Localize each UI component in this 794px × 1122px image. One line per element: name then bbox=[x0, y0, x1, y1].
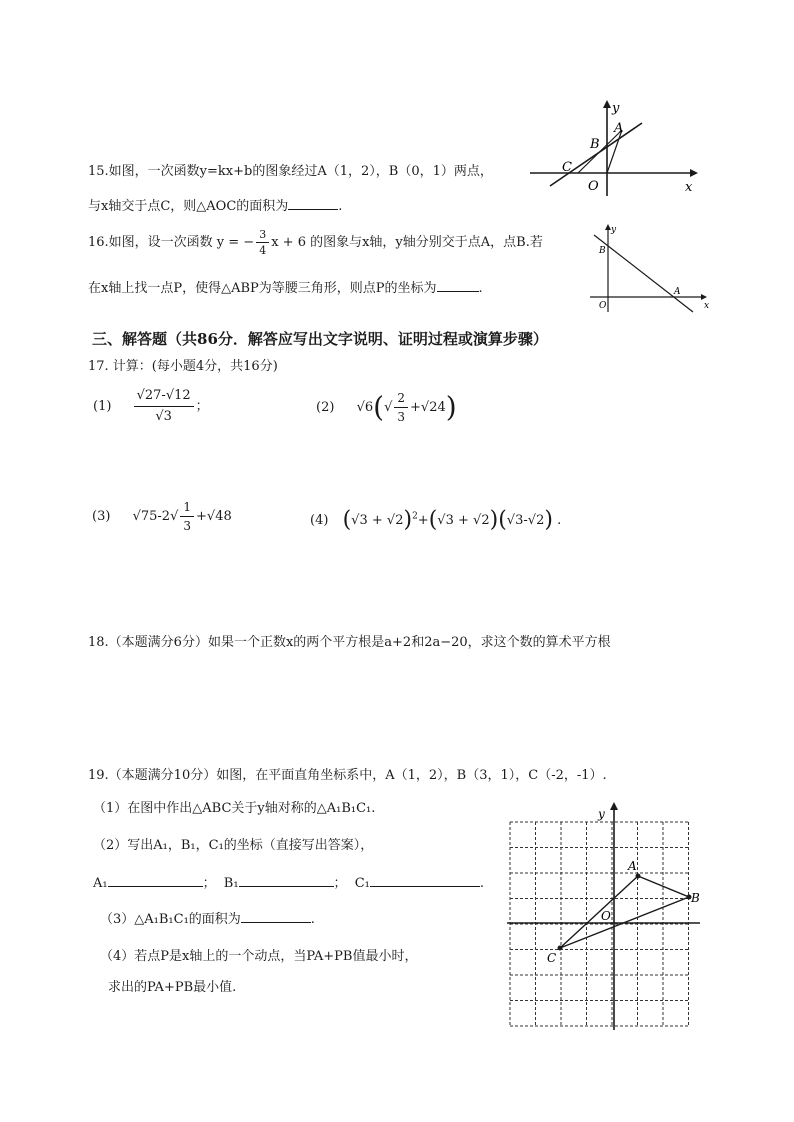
q17-part1 bbox=[93, 385, 209, 429]
q17-p1-numerator: √27-√12 bbox=[134, 387, 194, 407]
q15-figure bbox=[530, 98, 700, 198]
q19-line1: 19.（本题满分10分）如图，在平面直角坐标系中，A（1，2），B（3，1），C（-2，-1）. bbox=[88, 768, 607, 783]
q16-x-arrow bbox=[701, 294, 707, 300]
q17-p4-plus: + bbox=[417, 513, 429, 529]
q16-frac-den: 4 bbox=[259, 244, 267, 257]
q17-p4-rp1: ) bbox=[403, 507, 413, 533]
q17-p1-fraction bbox=[134, 387, 194, 426]
q15-line1: 15.如图，一次函数y=kx+b的图象经过A（1，2），B（0，1）两点， bbox=[88, 164, 493, 179]
q15-line-graph bbox=[550, 123, 642, 186]
q19-label-a: A bbox=[628, 859, 637, 873]
q17-p1-minus: - bbox=[161, 388, 166, 403]
q17-p4-rad-c: 3 bbox=[445, 513, 454, 529]
q17-p2-label: (2) bbox=[316, 399, 335, 415]
q17-p2-lparen: ( bbox=[373, 390, 385, 423]
q16-text-pre: 16.如图，设一次函数 y = − bbox=[88, 235, 255, 250]
q17-p3-mid: -2 bbox=[157, 509, 171, 524]
q15-label-c: C bbox=[562, 160, 572, 175]
q16-label-o: O bbox=[599, 301, 607, 311]
q15-line2-text: 与x轴交于点C，则△AOC的面积为 bbox=[88, 199, 289, 214]
q17-p4-label: (4) bbox=[310, 513, 329, 529]
q19-label-o: O bbox=[601, 909, 611, 923]
q17-p2-rad-b: 24 bbox=[429, 399, 446, 415]
q16-label-y: y bbox=[611, 225, 617, 235]
q15-segment-ca bbox=[578, 130, 622, 173]
q17-p4-minus: - bbox=[523, 513, 528, 529]
q16-label-x: x bbox=[704, 301, 710, 311]
q17-p3-plus: + bbox=[196, 509, 207, 524]
q19-triangle-abc bbox=[560, 876, 689, 948]
q17-p4-end: . bbox=[557, 513, 562, 529]
q17-p2-frac-num: 2 bbox=[394, 390, 408, 408]
q15-label-b: B bbox=[590, 137, 600, 152]
q19-label-y: y bbox=[598, 807, 605, 821]
q19-b1-blank[interactable] bbox=[239, 886, 334, 887]
q19-a1-label: A₁ bbox=[93, 876, 108, 891]
q19-point-a bbox=[636, 874, 641, 879]
q16-line2-end: . bbox=[478, 281, 483, 296]
q16-text-post: x + 6 的图象与x轴，y轴分别交于点A，点B.若 bbox=[271, 235, 543, 250]
q17-p4-expr: $(√3 + √2)^2+(√3 + √2)(√3-√2)$ . bbox=[342, 507, 562, 533]
q17-p4-rp2: ) bbox=[489, 507, 499, 533]
q15-label-x: x bbox=[685, 180, 693, 195]
q15-segment-ao bbox=[607, 130, 622, 173]
q17-part2 bbox=[316, 385, 457, 429]
q19-label-c: C bbox=[547, 951, 557, 965]
q15-label-o: O bbox=[588, 179, 599, 194]
q18-text: 18.（本题满分6分）如果一个正数x的两个平方根是a+2和2a−20，求这个数的算术平方根 bbox=[88, 635, 611, 650]
q15-answer-blank[interactable] bbox=[288, 209, 338, 210]
q17-p1-denominator: √3 bbox=[155, 409, 172, 424]
q16-figure bbox=[588, 220, 713, 315]
q19-c1-label: C₁ bbox=[354, 876, 370, 891]
q19-a1-blank[interactable] bbox=[108, 886, 203, 887]
q19-sub3 bbox=[100, 908, 315, 927]
q17-p3-rad-b: 48 bbox=[215, 509, 232, 524]
q17-p4-square: 2 bbox=[412, 512, 418, 522]
q19-sub3-text: （3）△A₁B₁C₁的面积为 bbox=[100, 912, 241, 927]
q19-sep2: ； bbox=[333, 876, 347, 891]
q17-p4-rp3: ) bbox=[544, 507, 553, 533]
q19-label-b: B bbox=[691, 891, 700, 905]
q17-p1-end: ； bbox=[195, 399, 209, 414]
q19-sub2: （2）写出A₁，B₁，C₁的坐标（直接写出答案）， bbox=[93, 838, 374, 853]
q17-p2-plus: + bbox=[410, 399, 421, 415]
section3-title: 三、解答题（共86分．解答应写出文字说明、证明过程或演算步骤） bbox=[92, 330, 548, 348]
q15-y-arrow bbox=[603, 100, 611, 108]
q16-frac-num: 3 bbox=[256, 228, 269, 243]
q17-p1-rad-den: 3 bbox=[163, 409, 172, 424]
q17-p2-frac-den: 3 bbox=[397, 409, 406, 424]
q17-p3-fraction bbox=[180, 499, 194, 534]
q17-p4-rad-e: 3 bbox=[515, 513, 524, 529]
q17-p3-label: (3) bbox=[92, 509, 111, 524]
q19-area-blank[interactable] bbox=[241, 922, 311, 923]
q19-sub1: （1）在图中作出△ABC关于y轴对称的△A₁B₁C₁. bbox=[93, 801, 376, 816]
q17-p4-rad-b: 2 bbox=[395, 513, 404, 529]
q16-fraction bbox=[256, 228, 269, 257]
q19-point-c bbox=[558, 946, 563, 951]
q17-part4 bbox=[310, 497, 561, 537]
q15-label-y: y bbox=[612, 101, 620, 116]
q19-b1-label: B₁ bbox=[223, 876, 239, 891]
q19-c1-blank[interactable] bbox=[370, 886, 480, 887]
q17-p4-lp1: ( bbox=[342, 507, 352, 533]
q19-answer-row bbox=[93, 872, 484, 891]
q17-p3-rad-a: 75 bbox=[140, 509, 158, 524]
q16-line2-text: 在x轴上找一点P，使得△ABP为等腰三角形，则点P的坐标为 bbox=[88, 281, 437, 296]
q17-p1-label: (1) bbox=[93, 399, 112, 414]
q15-line2 bbox=[88, 195, 342, 214]
q19-sep1: ； bbox=[202, 876, 216, 891]
q17-p4-lp2: ( bbox=[428, 507, 438, 533]
q19-end: . bbox=[479, 876, 484, 891]
q17-p2-fraction bbox=[394, 390, 408, 425]
q19-sub3-end: . bbox=[310, 912, 315, 927]
q17-p2-rparen: ) bbox=[445, 390, 457, 423]
q17-p4-rad-a: 3 bbox=[359, 513, 368, 529]
q19-y-arrow bbox=[610, 802, 618, 810]
q17-p2-rad-a: 6 bbox=[364, 399, 374, 415]
q17-p4-rad-d: 2 bbox=[481, 513, 490, 529]
q17-p3-expr: √75-2√ $\frac{1}{3}$ +√48 bbox=[132, 500, 232, 533]
q17-part3 bbox=[92, 497, 232, 537]
q17-p1-rad-b: 12 bbox=[174, 388, 191, 403]
q17-p2-expr: √6(√ $\frac{2}{3}$ +√24) bbox=[356, 390, 457, 424]
q16-label-b: B bbox=[599, 246, 606, 256]
q17-p1-rad-a: 27 bbox=[144, 388, 162, 403]
q16-line1 bbox=[88, 228, 543, 257]
q17-p4-rad-f: 2 bbox=[536, 513, 545, 529]
q15-label-a: A bbox=[614, 121, 624, 136]
q17-p3-frac-num: 1 bbox=[180, 499, 194, 517]
q19-grid-lines bbox=[510, 822, 689, 1026]
q19-grid-figure bbox=[505, 800, 705, 1032]
q19-sub4a: （4）若点P是x轴上的一个动点，当PA+PB值最小时， bbox=[100, 949, 418, 964]
q15-line2-end: . bbox=[338, 199, 343, 214]
q17-p3-frac-den: 3 bbox=[183, 519, 192, 533]
q16-line2 bbox=[88, 277, 483, 296]
q15-x-arrow bbox=[690, 169, 698, 177]
q17-title: 17. 计算：(每小题4分，共16分) bbox=[88, 359, 278, 374]
q16-answer-blank[interactable] bbox=[437, 291, 479, 292]
q16-line-graph bbox=[594, 235, 693, 312]
q19-sub4b: 求出的PA+PB最小值. bbox=[108, 980, 237, 995]
q17-p4-lp3: ( bbox=[498, 507, 507, 533]
q16-label-a: A bbox=[674, 287, 681, 297]
